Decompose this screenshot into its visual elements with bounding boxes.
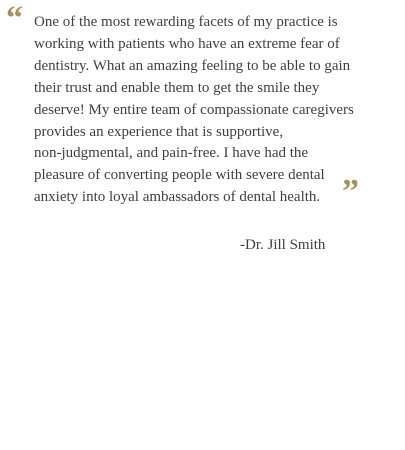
open-quote-icon: “ (6, 0, 23, 37)
testimonial-line: One of the most rewarding facets of my practice is (34, 14, 338, 30)
testimonial-line: provides an experience that is supportive, (34, 123, 284, 140)
testimonial-line: their trust and enable them to get the smile they (34, 79, 320, 96)
testimonial-line: non-judgmental, and pain-free. I have had the (34, 145, 309, 162)
testimonial-line: deserve! My entire team of compassionate caregivers (34, 101, 354, 118)
testimonial-line: working with patients who have an extreme fear of (34, 35, 340, 52)
author-signature: -Dr. Jill Smith (240, 237, 326, 253)
testimonial-text (34, 12, 374, 209)
testimonial-line: anxiety into loyal ambassadors of dental health. (34, 189, 321, 206)
testimonial-line: dentistry. What an amazing feeling to be able to gain (34, 57, 351, 74)
close-quote-icon: ” (342, 173, 359, 210)
testimonial-line: pleasure of converting people with severe dental (34, 167, 325, 184)
